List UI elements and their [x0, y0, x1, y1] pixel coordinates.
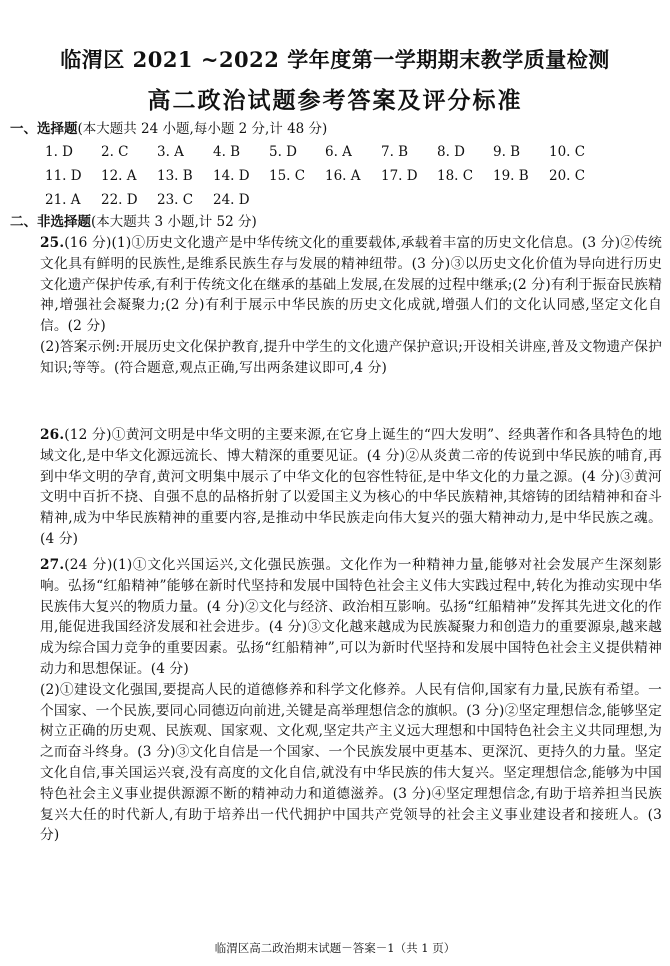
- question-27-answer: [40, 555, 662, 846]
- answer-row: [45, 140, 605, 164]
- answer-paragraph: [40, 233, 662, 337]
- answer-item: 21. A: [45, 192, 81, 208]
- answer-row: [45, 164, 605, 188]
- answer-row: [45, 188, 605, 212]
- answer-item: 18. C: [437, 168, 474, 184]
- question-number: 25.: [40, 235, 65, 251]
- answer-item: 10. C: [549, 144, 586, 160]
- question-number: 26.: [40, 427, 65, 443]
- choice-answer-grid: [45, 140, 605, 212]
- answer-paragraph: [40, 425, 662, 550]
- section-info: (本大题共 24 小题,每小题 2 分,计 48 分): [77, 121, 328, 137]
- answer-text: (16 分)(1)①历史文化遗产是中华传统文化的重要载体,承载着丰富的历史文化信息。(3 分)②传统文化具有鲜明的民族性,是维系民族生存与发展的精神纽带。(3 分)③以历史文化价值为导向进行历史文化遗产保护传承,有利于传统文化在继承的基础上发展,在发展的过程中继承;(2 分)有利于振奋民族精神,增强社会凝聚力;(2 分)有利于展示中华民族的历史文化成就,增强人们的文化认同感,坚定文化自信。(2 分): [40, 235, 662, 335]
- answer-item: 13. B: [157, 168, 193, 184]
- answer-paragraph: [40, 337, 662, 379]
- section-label: 一、选择题: [10, 121, 78, 137]
- answer-item: 1. D: [45, 144, 73, 160]
- answer-item: 6. A: [325, 144, 352, 160]
- answer-item: 14. D: [213, 168, 250, 184]
- answer-paragraph: [40, 555, 662, 680]
- document-subtitle: 高二政治试题参考答案及评分标准: [147, 88, 523, 114]
- answer-item: 17. D: [381, 168, 418, 184]
- answer-item: 8. D: [437, 144, 465, 160]
- question-number: 27.: [40, 557, 65, 573]
- answer-text: (12 分)①黄河文明是中华文明的主要来源,在它身上诞生的“四大发明”、经典著作和各具特色的地域文化,是中华文化源远流长、博大精深的重要见证。(4 分)②从炎黄二帝的传说到中华民族的哺育,再到中华文明的孕育,黄河文明集中展示了中华文化的包容性特征,是中华文化的力量之源。(4 分)③黄河文明中百折不挠、自强不息的品格折射了以爱国主义为核心的中华民族精神,其熔铸的团结精神和奋斗精神,成为中华民族精神的重要内容,是推动中华民族走向伟大复兴的强大精神动力,是中华民族之魂。(4 分): [40, 427, 662, 547]
- answer-item: 3. A: [157, 144, 184, 160]
- answer-text: (2)答案示例:开展历史文化保护教育,提升中学生的文化遗产保护意识;开设相关讲座,普及文物遗产保护知识;等等。(符合题意,观点正确,写出两条建议即可,4 分): [40, 338, 662, 376]
- section-label: 二、非选择题: [10, 214, 91, 230]
- answer-item: 22. D: [101, 192, 138, 208]
- answer-item: 23. C: [157, 192, 194, 208]
- exam-title: 临渭区 2021 ~2022 学年度第一学期期末教学质量检测: [60, 47, 610, 72]
- answer-text: (2)①建设文化强国,要提高人民的道德修养和科学文化修养。人民有信仰,国家有力量,民族有希望。一个国家、一个民族,要同心同德迈向前进,关键是高举理想信念的旗帜。(3 分)②坚定理想信念,能够坚定树立正确的历史观、民族观、国家观、文化观,坚定共产主义远大理想和中国特色社会主义共同理想,为之而奋斗终身。(3 分)③文化自信是一个国家、一个民族发展中更基本、更深沉、更持久的力量。坚定文化自信,事关国运兴衰,没有高度的文化自信,就没有中华民族的伟大复兴。坚定理想信念,能够为中国特色社会主义事业提供源源不断的精神动力和道德滋养。(3 分)④坚定理想信念,有助于培养担当民族复兴大任的时代新人,有助于培养出一代代拥护中国共产党领导的社会主义事业建设者和接班人。(3 分): [40, 681, 662, 844]
- section-info: (本大题共 3 小题,计 52 分): [91, 214, 257, 230]
- question-25-answer: [40, 233, 662, 379]
- section-heading-nonchoice: [10, 210, 257, 230]
- answer-item: 16. A: [325, 168, 361, 184]
- answer-paragraph: [40, 680, 662, 846]
- answer-item: 15. C: [269, 168, 306, 184]
- answer-item: 24. D: [213, 192, 250, 208]
- answer-item: 5. D: [269, 144, 297, 160]
- answer-item: 2. C: [101, 144, 129, 160]
- answer-item: 4. B: [213, 144, 241, 160]
- section-heading-choice: [10, 117, 327, 137]
- answer-item: 9. B: [493, 144, 521, 160]
- question-26-answer: [40, 425, 662, 550]
- answer-item: 19. B: [493, 168, 529, 184]
- answer-item: 12. A: [101, 168, 137, 184]
- answer-item: 11. D: [45, 168, 82, 184]
- answer-item: 20. C: [549, 168, 586, 184]
- answer-item: 7. B: [381, 144, 409, 160]
- page-footer: 临渭区高二政治期末试题－答案－1（共 1 页）: [214, 941, 456, 955]
- answer-text: (24 分)(1)①文化兴国运兴,文化强民族强。文化作为一种精神力量,能够对社会发展产生深刻影响。弘扬“红船精神”能够在新时代坚持和发展中国特色社会主义伟大实践过程中,转化为推动实现中华民族伟大复兴的物质力量。(4 分)②文化与经济、政治相互影响。弘扬“红船精神”发挥其先进文化的作用,能促进我国经济发展和社会进步。(4 分)③文化越来越成为民族凝聚力和创造力的重要源泉,越来越成为综合国力竞争的重要因素。弘扬“红船精神”,可以为新时代坚持和发展中国特色社会主义提供精神动力和思想保证。(4 分): [40, 557, 662, 677]
